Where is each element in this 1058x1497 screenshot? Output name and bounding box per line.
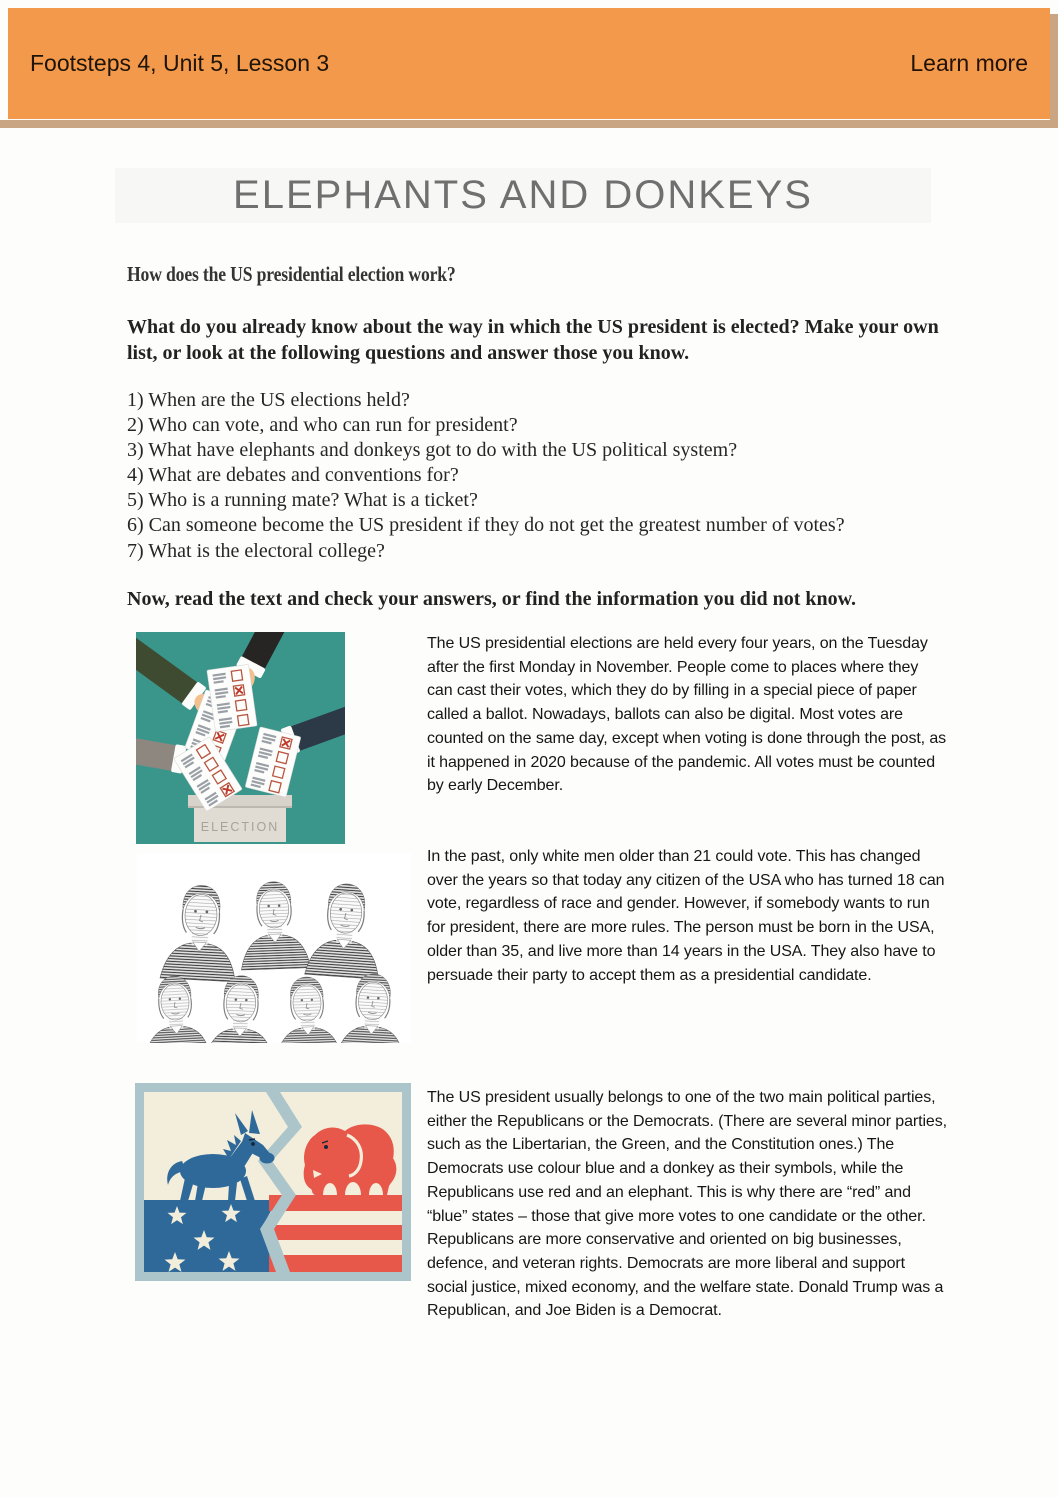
section-paragraph: The US presidential elections are held every four years, on the Tuesday after the first Monday in November. People come to places where they can cast their votes, which they do by filling in a special piece of paper called a ballot. Nowadays, ballots can also be digital. Most votes are counted on the same day, except when voting is done through the post, as it happened in 2020 because of the pandemic. All votes must be counted by early December.	[427, 635, 947, 795]
ballot-voting-svg	[136, 632, 345, 844]
title-banner	[115, 168, 931, 223]
question-item: 7) What is the electoral college?	[127, 539, 385, 562]
question-heading: How does the US presidential election work?	[127, 262, 456, 286]
header-shadow-bottom	[0, 120, 1058, 128]
donkey-elephant-svg	[135, 1083, 411, 1281]
ballot-voting-illustration	[136, 632, 345, 844]
header-shadow-right	[1050, 14, 1058, 120]
republican-elephant	[304, 1124, 397, 1195]
election-box-label: ELECTION	[200, 820, 280, 834]
instruction-line: Now, read the text and check your answers, or find the information you did not know.	[127, 588, 856, 610]
section-paragraph: The US president usually belongs to one of the two main political parties, either the Republicans or the Democrats. (There are several minor parties, such as the Libertarian, the Green, and the Constitution ones.) The Democrats use colour blue and a donkey as their symbols, while the Republicans use red and an elephant. This is why there are “red” and “blue” states – those that give more votes to one candidate or the other. Republicans are more conservative and oriented on big businesses, defence, and veteran rights. Democrats are more liberal and support social justice, mixed economy, and the welfare state. Donald Trump was a Republican, and Joe Biden is a Democrat.	[427, 1089, 947, 1320]
section-paragraph: In the past, only white men older than 21 could vote. This has changed over the years so that today any citizen of the USA who has turned 18 can vote, regardless of race and gender. However, if somebody wants to run for president, there are more rules. The person must be born in the USA, older than 35, and live more than 14 years in the USA. They also have to persuade their party to accept them as a presidential candidate.	[427, 848, 945, 984]
question-item: 5) Who is a running mate? What is a ticket?	[127, 489, 478, 512]
question-item: 6) Can someone become the US president if they do not get the greatest number of votes?	[127, 514, 845, 537]
learn-more-link[interactable]: Learn more	[910, 50, 1028, 76]
question-item: 2) Who can vote, and who can run for president?	[127, 414, 518, 437]
lesson-title: Footsteps 4, Unit 5, Lesson 3	[30, 50, 330, 76]
header-bar	[8, 8, 1050, 119]
question-list	[127, 388, 957, 564]
page-title: ELEPHANTS AND DONKEYS	[233, 173, 813, 217]
presidents-svg	[137, 853, 411, 1043]
question-item: 4) What are debates and conventions for?	[127, 464, 459, 487]
donkey-elephant-illustration	[135, 1083, 411, 1281]
prompt-paragraph: What do you already know about the way in which the US president is elected? Make your own list, or look at the following questions and answer those you know.	[127, 316, 939, 364]
presidents-engravings-image	[137, 853, 411, 1043]
question-item: 1) When are the US elections held?	[127, 389, 410, 411]
question-item: 3) What have elephants and donkeys got to do with the US political system?	[127, 439, 738, 462]
